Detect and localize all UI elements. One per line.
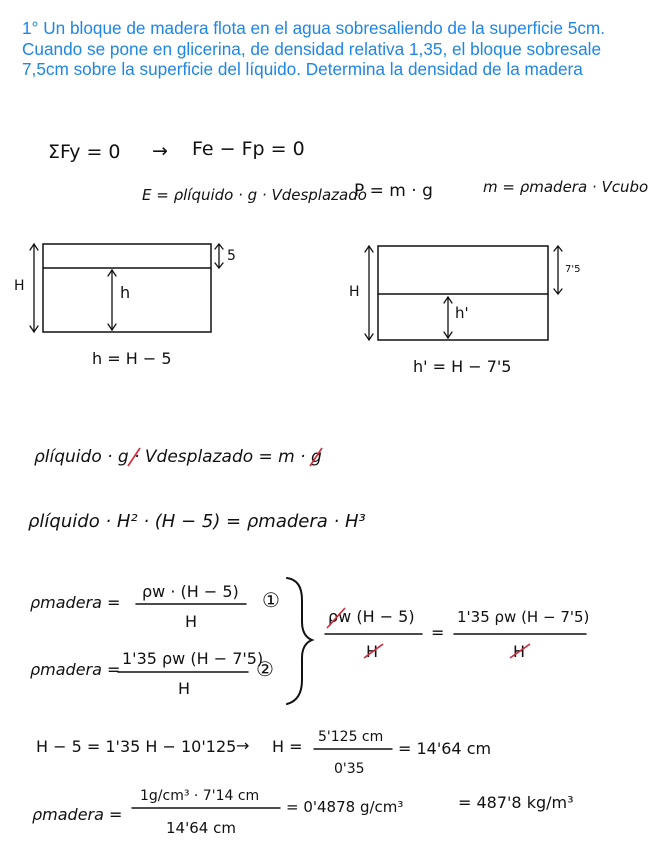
diagram2-emerged-label: 7'5 — [565, 264, 581, 275]
force-balance-eq: Fe − Fp = 0 — [192, 138, 305, 160]
equilibrium-eq: ρlíquido · g · Vdesplazado = m · g — [34, 447, 322, 467]
diagram2-height-label: H — [349, 284, 360, 300]
sum-forces-eq: ΣFy = 0 — [48, 141, 121, 163]
final-denominator: 14'64 cm — [166, 819, 236, 837]
diagram2-caption: h' = H − 7'5 — [413, 357, 512, 376]
solve-h-label: H = — [272, 737, 303, 756]
eq3-tag: ① — [262, 588, 280, 612]
volume-eq: ρlíquido · H² · (H − 5) = ρmadera · H³ — [28, 511, 366, 532]
combined-left-numerator: ρw (H − 5) — [328, 607, 415, 626]
diagram1-caption: h = H − 5 — [92, 349, 172, 368]
eq4-tag: ② — [256, 657, 274, 681]
solve-denominator: 0'35 — [334, 761, 365, 777]
combined-right-denominator: H — [513, 642, 526, 661]
diagram2-submerged-label: h' — [455, 304, 469, 322]
combined-equals: = — [431, 623, 445, 642]
eq3-lhs: ρmadera = — [30, 593, 121, 612]
problem-statement: 1° Un bloque de madera flota en el agua sobresaliendo de la superficie 5cm. Cuando se pone en glicerina, de densidad relativa 1,35, el bloque sobresale 7,5cm sobre la superficie del líquido. Determina la densidad de la madera — [22, 18, 606, 79]
eq4-lhs: ρmadera = — [30, 660, 121, 679]
system-brace — [287, 578, 312, 704]
final-lhs: ρmadera = — [32, 805, 123, 824]
eq4-numerator: 1'35 ρw (H − 7'5) — [122, 649, 264, 668]
weight-formula: P = m · g — [354, 181, 433, 201]
mass-formula: m = ρmadera · Vcubo — [483, 178, 649, 196]
diagram1-submerged-label: h — [120, 283, 131, 302]
combined-right-numerator: 1'35 ρw (H − 7'5) — [457, 608, 590, 626]
buoyancy-formula: E = ρlíquido · g · Vdesplazado — [142, 186, 367, 204]
final-numerator: 1g/cm³ · 7'14 cm — [140, 788, 260, 804]
solve-result: = 14'64 cm — [398, 739, 492, 758]
solve-numerator: 5'125 cm — [318, 729, 384, 745]
arrow-2: → — [236, 736, 250, 755]
combined-left-denominator: H — [366, 642, 379, 661]
eq3-numerator: ρw · (H − 5) — [142, 582, 239, 601]
diagram1-emerged-label: 5 — [227, 248, 236, 264]
diagram1-height-label: H — [14, 278, 25, 294]
eq4-denominator: H — [178, 679, 191, 698]
final-density-kgm3: = 487'8 kg/m³ — [458, 793, 574, 812]
block-diagram-glycerin — [365, 246, 562, 340]
eq3-denominator: H — [185, 612, 198, 631]
solve-equation: H − 5 = 1'35 H − 10'125 — [36, 737, 237, 756]
final-density-gcm3: = 0'4878 g/cm³ — [286, 798, 404, 816]
arrow-1: → — [152, 140, 168, 162]
